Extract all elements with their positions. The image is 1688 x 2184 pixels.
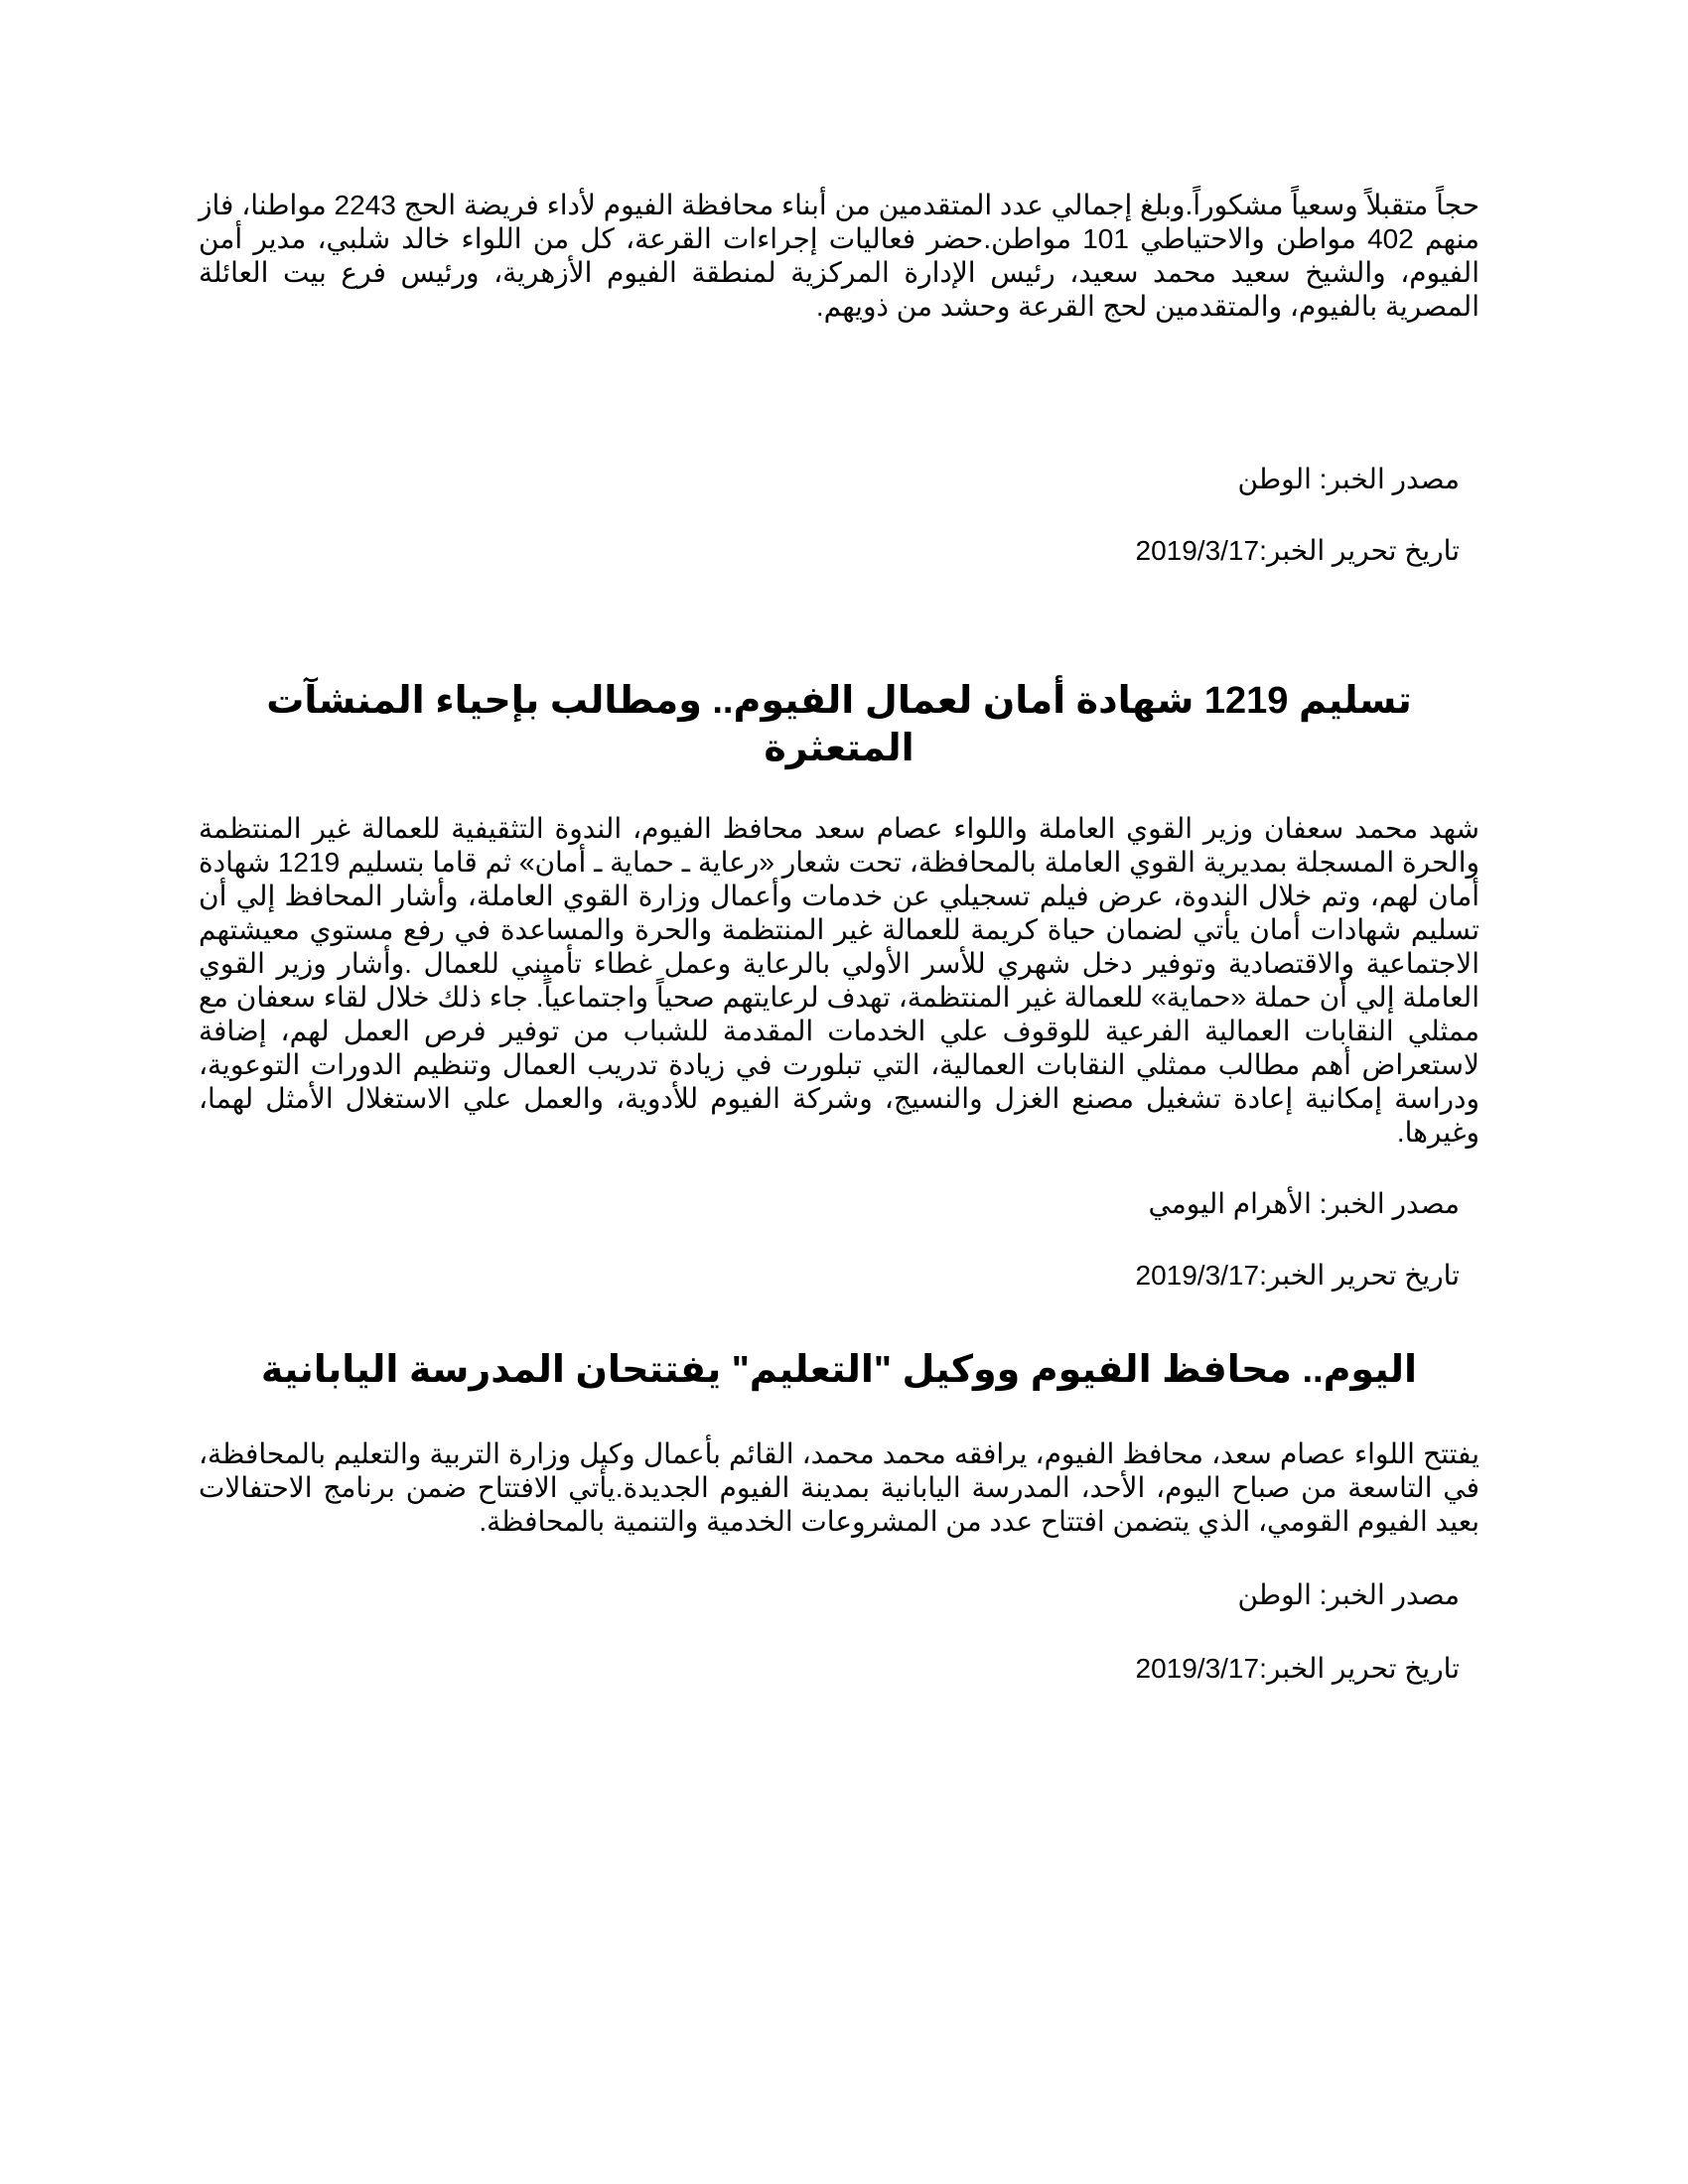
news-source: مصدر الخبر: الوطن [1237,1579,1460,1610]
article-1 [199,189,1479,568]
article-headline: تسليم 1219 شهادة أمان لعمال الفيوم.. ومطالب بإحياء المنشآت المتعثرة [266,680,1412,769]
article-body: يفتتح اللواء عصام سعد، محافظ الفيوم، يرافقه محمد محمد، القائم بأعمال وكيل وزارة التربية والتعليم بالمحافظة، في التاسعة من صباح اليوم، الأحد، المدرسة اليابانية بمدينة الفيوم الجديدة.يأتي الافتتاح ضمن برنامج الاحتفالات بعيد الفيوم القومي، الذي يتضمن افتتاح عدد من المشروعات الخدمية والتنمية بالمحافظة. [199,1438,1479,1537]
news-date: تاريخ تحرير الخبر:2019/3/17 [1135,1260,1460,1291]
article-headline: اليوم.. محافظ الفيوم ووكيل "التعليم" يفتتحان المدرسة اليابانية [260,1349,1418,1391]
news-date: تاريخ تحرير الخبر:2019/3/17 [1135,535,1460,566]
article-body: شهد محمد سعفان وزير القوي العاملة واللواء عصام سعد محافظ الفيوم، الندوة التثقيفية للعمالة غير المنتظمة والحرة المسجلة بمديرية القوي العاملة بالمحافظة، تحت شعار «رعاية ـ حماية ـ أمان» ثم قاما بتسليم 1219 شهادة أمان لهم، وتم خلال الندوة، عرض فيلم تسجيلي عن خدمات وأعمال وزارة القوي العاملة، وأشار المحافظ إلي أن تسليم شهادات أمان يأتي لضمان حياة كريمة للعمالة غير المنتظمة والحرة والمساعدة في رفع مستوي معيشتهم الاجتماعية والاقتصادية وتوفير دخل شهري للأسر الأولي بالرعاية وعمل غطاء تأميني للعمال .وأشار وزير القوي العاملة إلي أن حملة «حماية» للعمالة غير المنتظمة، تهدف لرعايتهم صحياً واجتماعياً. جاء ذلك خلال لقاء سعفان مع ممثلي النقابات العمالية الفرعية للوقوف علي الخدمات المقدمة للشباب من توفير فرص العمل لهم، إضافة لاستعراض أهم مطالب ممثلي النقابات العمالية، التي تبلورت في زيادة تدريب العمال وتنظيم الدورات التوعوية، ودراسة إمكانية إعادة تشغيل مصنع الغزل والنسيج، وشركة الفيوم للأدوية، والعمل علي الاستغلال الأمثل لهما، وغيرها. [199,813,1479,1148]
article-2 [199,677,1479,1293]
article-3 [199,1346,1479,1686]
news-source: مصدر الخبر: الأهرام اليومي [1148,1188,1460,1219]
news-date: تاريخ تحرير الخبر:2019/3/17 [1135,1653,1460,1684]
article-body: حجاً متقبلاً وسعياً مشكوراً.وبلغ إجمالي عدد المتقدمين من أبناء محافظة الفيوم لأداء فريضة الحج 2243 مواطنا، فاز منهم 402 مواطن والاحتياطي 101 مواطن.حضر فعاليات إجراءات القرعة، كل من اللواء خالد شلبي، مدير أمن الفيوم، والشيخ سعيد محمد سعيد، رئيس الإدارة المركزية لمنطقة الفيوم الأزهرية، ورئيس فرع بيت العائلة المصرية بالفيوم، والمتقدمين لحج القرعة وحشد من ذويهم. [199,190,1479,322]
news-source: مصدر الخبر: الوطن [1237,464,1460,494]
document-page [199,189,1479,1686]
